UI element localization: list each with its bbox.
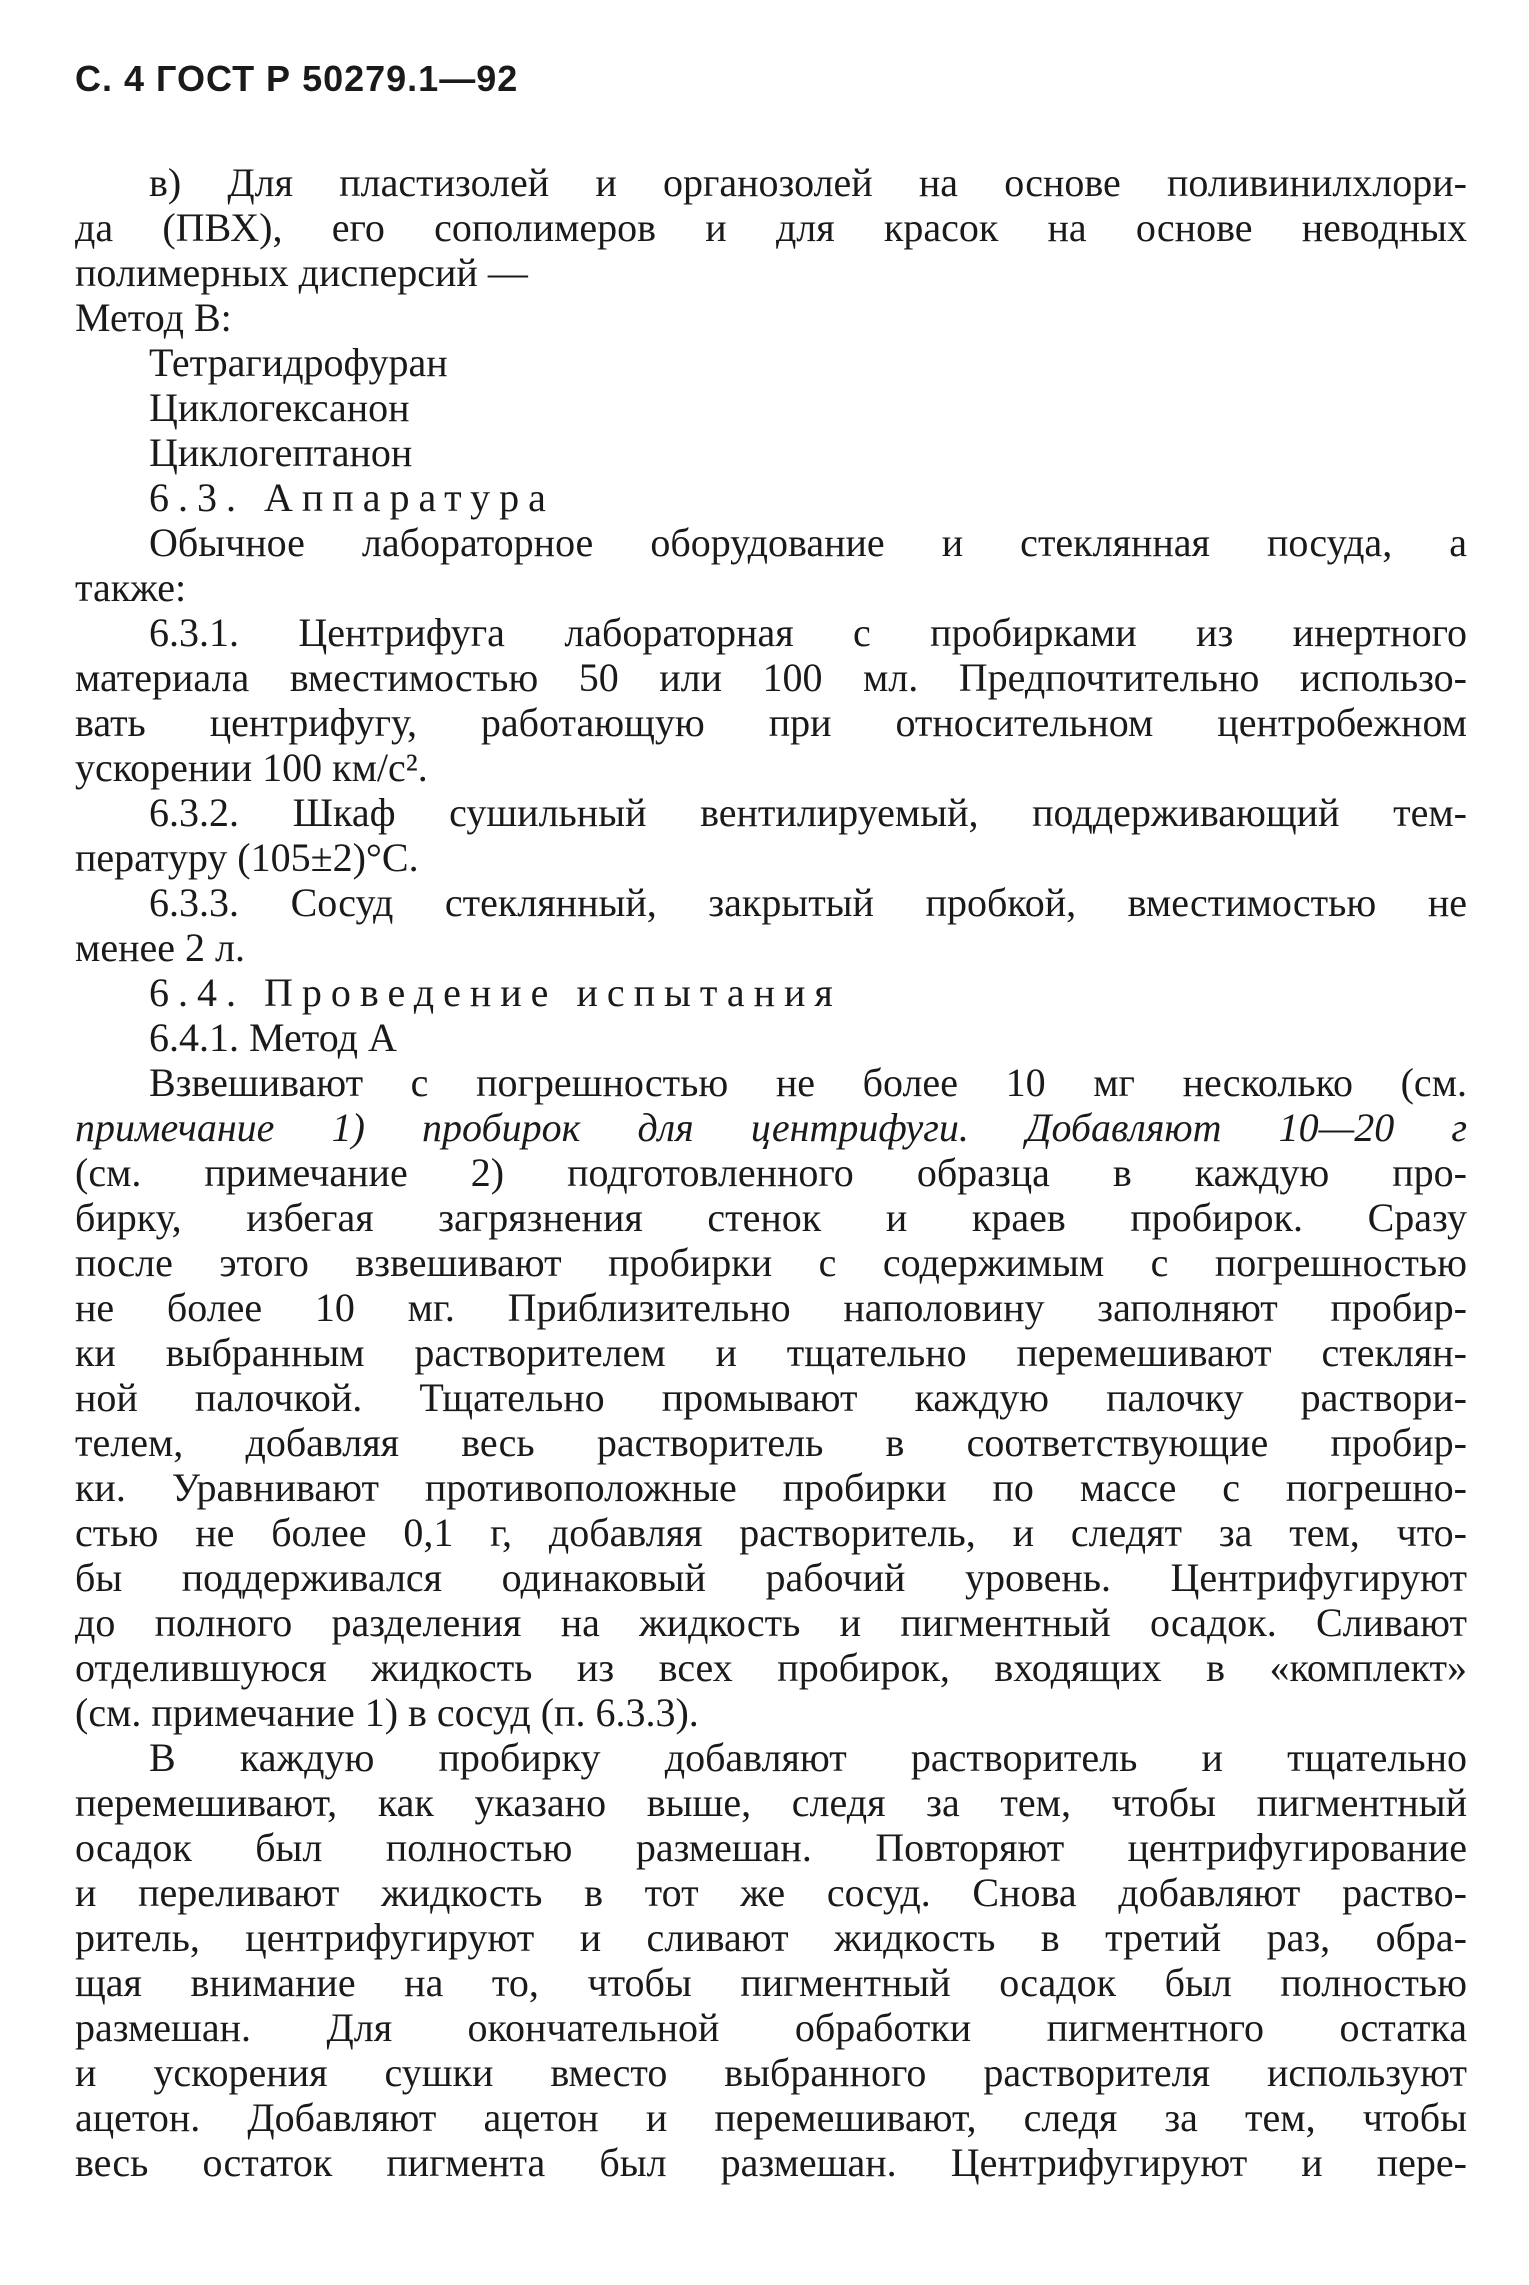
text-line: не более 10 мг. Приблизительно наполовину заполняют пробир- bbox=[75, 1285, 1467, 1330]
text-line: Метод В: bbox=[75, 295, 232, 340]
text-line: ки. Уравнивают противоположные пробирки по массе с погрешно- bbox=[75, 1465, 1467, 1510]
text-line: 6.3.3. Сосуд стеклянный, закрытый пробкой, вместимостью не bbox=[149, 880, 1467, 925]
text-line: весь остаток пигмента был размешан. Центрифугируют и пере- bbox=[75, 2140, 1467, 2185]
text-line: перемешивают, как указано выше, следя за тем, чтобы пигментный bbox=[75, 1780, 1467, 1825]
text-line: ритель, центрифугируют и сливают жидкость в третий раз, обра- bbox=[75, 1915, 1467, 1960]
text-line: примечание 1) пробирок для центрифуги. Добавляют 10—20 г bbox=[75, 1105, 1467, 1150]
text-line: бы поддерживался одинаковый рабочий уровень. Центрифугируют bbox=[75, 1555, 1467, 1600]
text-line: Взвешивают с погрешностью не более 10 мг несколько (см. bbox=[149, 1060, 1467, 1105]
text-line: вать центрифугу, работающую при относительном центробежном bbox=[75, 700, 1467, 745]
text-line: стью не более 0,1 г, добавляя растворитель, и следят за тем, что- bbox=[75, 1510, 1467, 1555]
section-heading: 6.4. Проведение испытания bbox=[149, 970, 842, 1015]
text-line: щая внимание на то, чтобы пигментный осадок был полностью bbox=[75, 1960, 1467, 2005]
text-line: также: bbox=[75, 565, 187, 610]
text-line: 6.3.2. Шкаф сушильный вентилируемый, поддерживающий тем- bbox=[149, 790, 1467, 835]
text-line: (см. примечание 1) в сосуд (п. 6.3.3). bbox=[75, 1690, 699, 1735]
solvent-item: Тетрагидрофуран bbox=[149, 340, 448, 385]
text-line: ацетон. Добавляют ацетон и перемешивают, следя за тем, чтобы bbox=[75, 2095, 1467, 2140]
text-line: Обычное лабораторное оборудование и стеклянная посуда, а bbox=[149, 520, 1467, 565]
text-line: и ускорения сушки вместо выбранного растворителя используют bbox=[75, 2050, 1467, 2095]
text-line: менее 2 л. bbox=[75, 925, 245, 970]
text-line: материала вместимостью 50 или 100 мл. Предпочтительно использо- bbox=[75, 655, 1467, 700]
text-line: телем, добавляя весь растворитель в соответствующие пробир- bbox=[75, 1420, 1467, 1465]
text-line: в) Для пластизолей и органозолей на основе поливинилхлори- bbox=[149, 160, 1467, 205]
text-line: отделившуюся жидкость из всех пробирок, входящих в «комплект» bbox=[75, 1645, 1467, 1690]
text-line: до полного разделения на жидкость и пигментный осадок. Сливают bbox=[75, 1600, 1467, 1645]
text-line: В каждую пробирку добавляют растворитель и тщательно bbox=[149, 1735, 1467, 1780]
text-line: ной палочкой. Тщательно промывают каждую палочку раствори- bbox=[75, 1375, 1467, 1420]
text-line: осадок был полностью размешан. Повторяют центрифугирование bbox=[75, 1825, 1467, 1870]
text-line: бирку, избегая загрязнения стенок и краев пробирок. Сразу bbox=[75, 1195, 1467, 1240]
text-line: ускорении 100 км/с². bbox=[75, 745, 428, 790]
text-line: полимерных дисперсий — bbox=[75, 250, 528, 295]
text-line: пературу (105±2)°С. bbox=[75, 835, 419, 880]
text-line: да (ПВХ), его сополимеров и для красок на основе неводных bbox=[75, 205, 1467, 250]
text-line: 6.3.1. Центрифуга лабораторная с пробирками из инертного bbox=[149, 610, 1467, 655]
solvent-item: Циклогептанон bbox=[149, 430, 413, 475]
text-line: (см. примечание 2) подготовленного образца в каждую про- bbox=[75, 1150, 1467, 1195]
text-line: после этого взвешивают пробирки с содержимым с погрешностью bbox=[75, 1240, 1467, 1285]
section-heading: 6.3. Аппаратура bbox=[149, 475, 555, 520]
text-line: и переливают жидкость в тот же сосуд. Снова добавляют раство- bbox=[75, 1870, 1467, 1915]
subsection-heading: 6.4.1. Метод А bbox=[149, 1015, 397, 1060]
document-body bbox=[75, 160, 1467, 2185]
solvent-item: Циклогексанон bbox=[149, 385, 410, 430]
page-header: С. 4 ГОСТ Р 50279.1—92 bbox=[75, 58, 519, 99]
text-line: размешан. Для окончательной обработки пигментного остатка bbox=[75, 2005, 1467, 2050]
text-line: ки выбранным растворителем и тщательно перемешивают стеклян- bbox=[75, 1330, 1467, 1375]
